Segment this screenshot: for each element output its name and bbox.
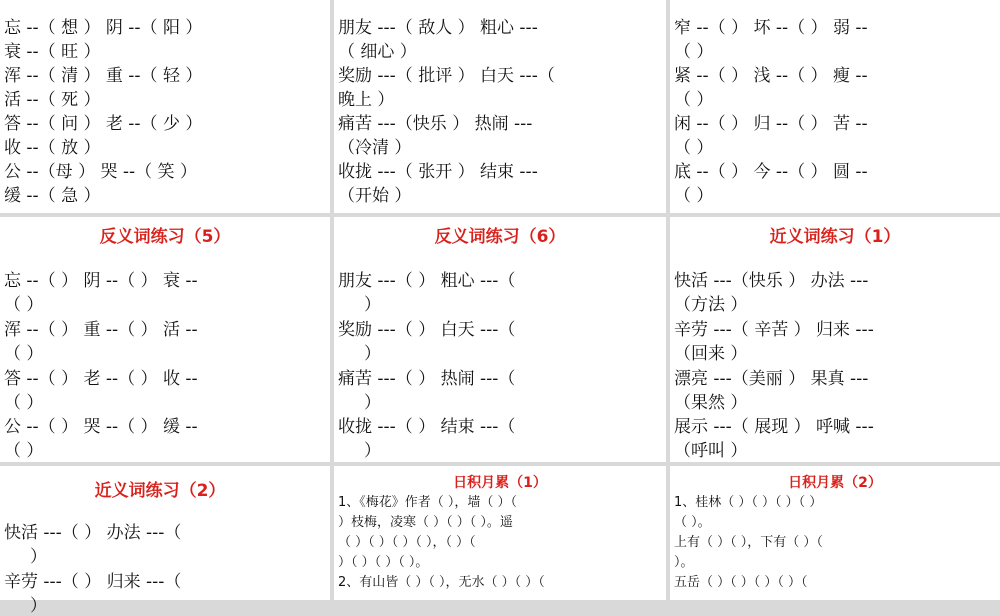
text-line: 忘 --（ ） 阴 --（ ） 衰 -- [4, 271, 198, 291]
text-line: 漂亮 ---（美丽 ） 果真 --- [674, 369, 869, 389]
text-line: （ ） [674, 186, 714, 206]
text-line: 快活 ---（快乐 ） 办法 --- [674, 271, 869, 291]
slide-6 [670, 217, 1000, 462]
text-line: 朋友 ---（ ） 粗心 ---（ [338, 271, 516, 291]
text-line: 衰 --（ 旺 ） [4, 42, 101, 62]
slide-7 [0, 466, 330, 616]
text-line: 紧 --（ ） 浅 --（ ） 瘦 -- [674, 66, 868, 86]
slide-8 [334, 466, 666, 600]
slide-title: 近义词练习（1） [769, 227, 901, 247]
text-line: 答 --（ 问 ） 老 --（ 少 ） [4, 114, 203, 134]
text-line: 1、《梅花》作者（ ），墙（ ）（ [338, 495, 518, 510]
text-line: 答 --（ ） 老 --（ ） 收 -- [4, 369, 198, 389]
text-line: 窄 --（ ） 坏 --（ ） 弱 -- [674, 18, 868, 38]
text-line: ） [30, 596, 47, 616]
text-line: ） [364, 441, 381, 461]
text-line: （ ） [4, 393, 44, 413]
slide-title: 反义词练习（6） [434, 227, 566, 247]
text-line: 1、桂林（ ）（ ）（ ）（ ） [674, 495, 823, 510]
text-line: 收 --（ 放 ） [4, 138, 101, 158]
slide-9 [670, 466, 1000, 600]
text-line: 五岳（ ）（ ）（ ）（ ）（ [674, 575, 808, 590]
text-line: 上有（ ）（ ），下有（ ）（ [674, 535, 823, 550]
text-line: 收拢 ---（ ） 结束 ---（ [338, 417, 516, 437]
text-line: 快活 ---（ ） 办法 ---（ [4, 523, 182, 543]
text-line: 展示 ---（ 展现 ） 呼喊 --- [674, 417, 874, 437]
slide-title: 日积月累（2） [788, 475, 882, 491]
text-line: 奖励 ---（ ） 白天 ---（ [338, 320, 516, 340]
slide-title: 日积月累（1） [453, 475, 547, 491]
slide-4 [0, 217, 330, 462]
text-line: （ ） [674, 90, 714, 110]
text-line: 晚上 ） [338, 90, 395, 110]
text-line: 公 --（ ） 哭 --（ ） 缓 -- [4, 417, 198, 437]
text-line: 闲 --（ ） 归 --（ ） 苦 -- [674, 114, 868, 134]
text-line: 奖励 ---（ 批评 ） 白天 ---（ [338, 66, 555, 86]
slide-1 [0, 0, 330, 213]
text-line: 浑 --（ 清 ） 重 --（ 轻 ） [4, 66, 203, 86]
text-line: ）枝梅，凌寒（ ）（ ）（ ）。遥 [338, 515, 513, 530]
text-line: ） [364, 393, 381, 413]
slide-2 [334, 0, 666, 213]
text-line: （ ） [4, 295, 44, 315]
slide-5 [334, 217, 666, 462]
text-line: （开始 ） [338, 186, 412, 206]
text-line: 2、有山皆（ ）（ ），无水（ ）（ ）（ [338, 575, 545, 590]
text-line: ） [30, 547, 47, 567]
text-line: （果然 ） [674, 393, 748, 413]
text-line: 缓 --（ 急 ） [4, 186, 101, 206]
text-line: ）（ ）（ ）（ ）。 [338, 555, 429, 570]
text-line: （ ）。 [674, 515, 711, 530]
text-line: 忘 --（ 想 ） 阴 --（ 阳 ） [4, 18, 203, 38]
text-line: （方法 ） [674, 295, 748, 315]
text-line: 辛劳 ---（ ） 归来 ---（ [4, 572, 182, 592]
text-line: 底 --（ ） 今 --（ ） 圆 -- [674, 162, 868, 182]
slide-3 [670, 0, 1000, 213]
text-line: ）。 [674, 555, 694, 570]
text-line: （ ） [4, 441, 44, 461]
text-line: 浑 --（ ） 重 --（ ） 活 -- [4, 320, 198, 340]
text-line: 活 --（ 死 ） [4, 90, 101, 110]
slide-title: 近义词练习（2） [94, 481, 226, 501]
text-line: 痛苦 ---（快乐 ） 热闹 --- [338, 114, 533, 134]
text-line: 朋友 ---（ 敌人 ） 粗心 --- [338, 18, 538, 38]
text-line: （回来 ） [674, 344, 748, 364]
text-line: （ ）（ ）（ ）（ ），（ ）（ [338, 535, 476, 550]
text-line: 收拢 ---（ 张开 ） 结束 --- [338, 162, 538, 182]
text-line: （ ） [674, 42, 714, 62]
text-line: 辛劳 ---（ 辛苦 ） 归来 --- [674, 320, 874, 340]
text-line: （ 细心 ） [338, 42, 417, 62]
text-line: ） [364, 344, 381, 364]
text-line: 痛苦 ---（ ） 热闹 ---（ [338, 369, 516, 389]
text-line: （呼叫 ） [674, 441, 748, 461]
text-line: （ ） [4, 344, 44, 364]
text-line: （ ） [674, 138, 714, 158]
text-line: ） [364, 295, 381, 315]
text-line: 公 --（母 ） 哭 --（ 笑 ） [4, 162, 197, 182]
text-line: （冷清 ） [338, 138, 412, 158]
slide-title: 反义词练习（5） [99, 227, 231, 247]
